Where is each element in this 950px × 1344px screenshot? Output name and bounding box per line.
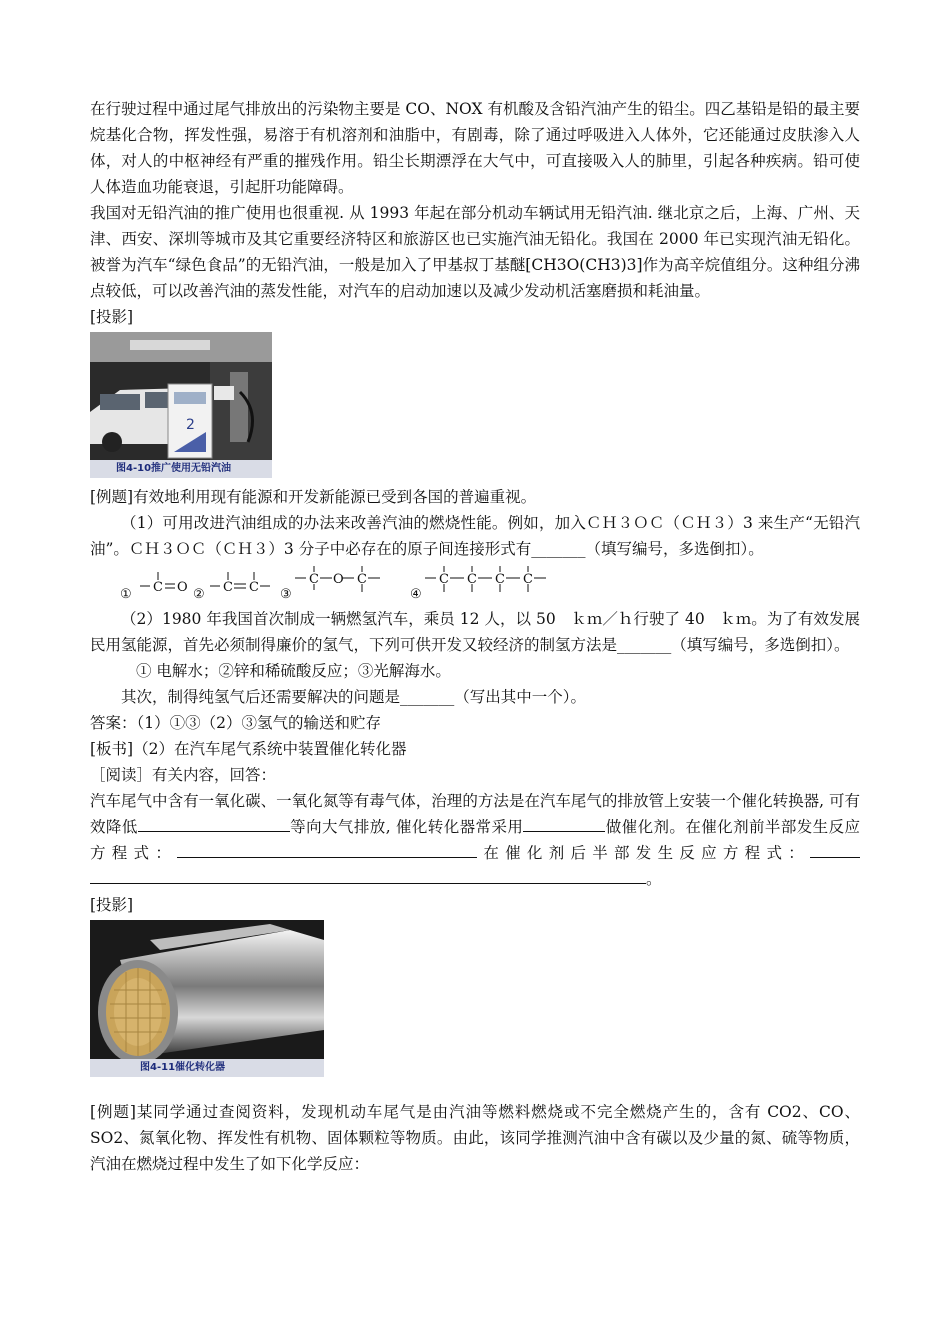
atom: C — [523, 572, 533, 587]
option-2-label: ② — [193, 587, 205, 602]
catalyst-text-c: 做催化剂。在催化剂前半部发生反应方程式： — [90, 818, 860, 862]
catalyst-paragraph — [90, 788, 860, 892]
projection-label-1: [投影] — [90, 308, 134, 326]
blank-equation-back — [90, 868, 646, 884]
question-1: （1）可用改进汽油组成的办法来改善汽油的燃烧性能。例如，加入ＣＨ３ＯＣ（ＣＨ３）3 来生产“无铅汽油”。ＣＨ３ＯＣ（ＣＨ３）3 分子中必存在的原子间连接形式有_______（填写编号，多选倒扣）。 — [90, 514, 860, 558]
board-note: [板书]（2）在汽车尾气系统中装置催化转化器 — [90, 740, 407, 758]
svg-text:2: 2 — [186, 417, 195, 433]
projection-label-2: [投影] — [90, 896, 134, 914]
document-body — [90, 96, 860, 1177]
blank-pollutants — [138, 816, 290, 832]
atom: C — [309, 572, 319, 587]
structure-options — [90, 564, 860, 604]
question-2-options: ① 电解水；②锌和稀硫酸反应；③光解海水。 — [136, 662, 451, 680]
catalyst-text-b: 等向大气排放, 催化转化器常采用 — [289, 818, 524, 836]
catalyst-end: 。 — [646, 870, 662, 888]
blank-equation-front — [177, 842, 477, 858]
figure-caption: 图4-11催化转化器 — [90, 1059, 324, 1077]
option-1-label: ① — [120, 587, 132, 602]
reading-note: ［阅读］有关内容，回答： — [90, 766, 277, 784]
option-3-label: ③ — [280, 587, 292, 602]
atom: C — [249, 580, 259, 595]
atom: C — [495, 572, 505, 587]
catalyst-text-d: 在催化剂后半部发生反应方程式： — [477, 844, 810, 862]
atom: C — [467, 572, 477, 587]
blank-catalyst — [523, 816, 605, 832]
catalyst-text-a: 汽车尾气中含有一氧化碳、一氧化氮等有毒气体，治理的方法是在汽车尾气的排放管上安装一个催化转换器, 可有效降低 — [90, 792, 860, 836]
atom: C — [439, 572, 449, 587]
answer: 答案：（1）①③（2）③氢气的输送和贮存 — [90, 714, 381, 732]
paragraph-pollutants: 在行驶过程中通过尾气排放出的污染物主要是 CO、NOX 有机酸及含铅汽油产生的铅尘。四乙基铅是铅的最主要烷基化合物，挥发性强，易溶于有机溶剂和油脂中，有剧毒，除了通过呼吸进入人体外，它还能通过皮肤渗入人体，对人的中枢神经有严重的摧残作用。铅尘长期漂浮在大气中，可直接吸入人的肺里，引起各种疾病。铅可使人体造血功能衰退，引起肝功能障碍。 — [90, 100, 860, 196]
atom: C — [153, 580, 163, 595]
example-heading-1: [例题]有效地利用现有能源和开发新能源已受到各国的普遍重视。 — [90, 488, 537, 506]
example-heading-2: [例题]某同学通过查阅资料，发现机动车尾气是由汽油等燃料燃烧或不完全燃烧产生的，含有 CO2、CO、SO2、氮氧化物、挥发性有机物、固体颗粒等物质。由此，该同学推测汽油中含有碳以及少量的氮、硫等物质，汽油在燃烧过程中发生了如下化学反应： — [90, 1103, 860, 1173]
question-2: （2）1980 年我国首次制成一辆燃氢汽车，乘员 12 人，以 50 ｋｍ／ｈ行驶了 40 ｋｍ。为了有效发展民用氢能源，首先必须制得廉价的氢气，下列可供开发又较经济的制氢方法是_______（填写编号，多选倒扣）。 — [90, 610, 860, 654]
atom: C — [223, 580, 233, 595]
option-4-label: ④ — [410, 587, 422, 602]
atom: O — [177, 580, 188, 595]
atom: O — [333, 572, 344, 587]
atom: C — [357, 572, 367, 587]
catalytic-converter-photo — [90, 920, 324, 1077]
question-2-next: 其次，制得纯氢气后还需要解决的问题是_______（写出其中一个）。 — [121, 688, 587, 706]
paragraph-unleaded: 我国对无铅汽油的推广使用也很重视. 从 1993 年起在部分机动车辆试用无铅汽油. 继北京之后，上海、广州、天津、西安、深圳等城市及其它重要经济特区和旅游区也已实施汽油无铅化。我国在 2000 年已实现汽油无铅化。被誉为汽车“绿色食品”的无铅汽油，一般是加入了甲基叔丁基醚[CH3O(CH3)3]作为高辛烷值组分。这种组分沸点较低，可以改善汽油的蒸发性能，对汽车的启动加速以及减少发动机活塞磨损和耗油量。 — [90, 204, 860, 300]
unleaded-gas-station-photo — [90, 332, 272, 478]
blank-equation-back-start — [810, 842, 860, 858]
figure-caption: 图4-10推广使用无铅汽油 — [90, 460, 272, 478]
